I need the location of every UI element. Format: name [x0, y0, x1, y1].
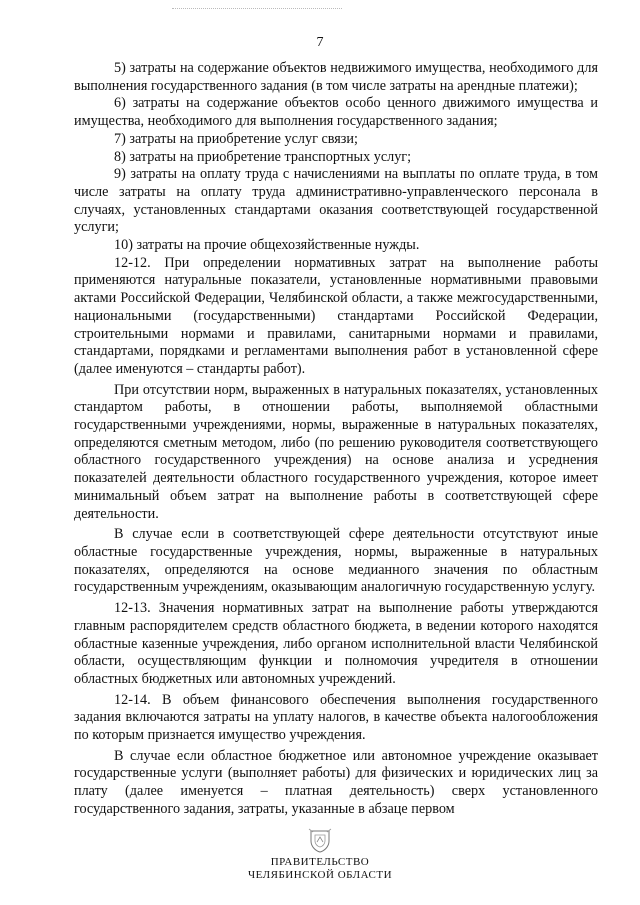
paragraph: 12-12. При определении нормативных затрат на выполнение работы применяются натуральные показатели, установленные нормативными правовыми актами Российской Федерации, Челябинской области, а также межгосударственными, национальными (государственными) стандартами Российской Федерации, строительными нормами и правилами, санитарными нормами и правилами, стандартами, порядками и регламентами выполнения работ в установленной сфере (далее именуются – стандарты работ).: [74, 254, 598, 377]
paragraph: 7) затраты на приобретение услуг связи;: [114, 130, 358, 147]
page-number: 7: [316, 35, 324, 50]
paragraph: 12-13. Значения нормативных затрат на выполнение работы утверждаются главным распорядителем средств областного бюджета, в ведении которого находятся областные казенные учреждения, либо органом исполнительной власти Челябинской области, осуществляющим функции и полномочия учредителя в отношении областных бюджетных или автономных учреждений.: [74, 600, 598, 687]
paragraph: В случае если областное бюджетное или автономное учреждение оказывает государственные услуги (выполняет работы) для физических и юридических лиц за плату (далее именуется – платная деятельность) сверх установленного государственного задания, затраты, указанные в абзаце первом: [74, 747, 598, 817]
paragraph: 10) затраты на прочие общехозяйственные нужды.: [114, 237, 420, 254]
footer-line-1: ПРАВИТЕЛЬСТВО: [270, 856, 370, 868]
paragraph: 9) затраты на оплату труда с начислениями на выплаты по оплате труда, в том числе затраты на оплату труда административно-управленческого персонала в случаях, установленных стандартами оказания соответствующей государственной услуги;: [74, 166, 598, 236]
paragraph: 12-14. В объем финансового обеспечения выполнения государственного задания включаются затраты на уплату налогов, в качестве объекта налогообложения по которым признается имущество учреждения.: [74, 691, 598, 744]
page-footer: [0, 828, 640, 882]
footer-line-2: ЧЕЛЯБИНСКОЙ ОБЛАСТИ: [247, 869, 393, 881]
paragraph: 8) затраты на приобретение транспортных услуг;: [114, 148, 412, 165]
scan-header-mark: [172, 8, 342, 10]
paragraph: При отсутствии норм, выраженных в натуральных показателях, установленных стандартом работы, в отношении работы, выполняемой областными государственными учреждениями, нормы, выраженные в натуральных показателях, определяются сметным методом, либо (по решению руководителя соответствующего областного государственного учреждения) на основе анализа и усреднения показателей деятельности областного государственного учреждения, которое имеет минимальный объем затрат на выполнение работы в соответствующей сфере деятельности.: [74, 381, 598, 522]
paragraph: В случае если в соответствующей сфере деятельности отсутствуют иные областные государственные учреждения, нормы, выраженные в натуральных показателях, определяются на основе медианного значения по областным государственным учреждениям, оказывающим аналогичную государственную услугу.: [74, 526, 598, 596]
paragraph: 6) затраты на содержание объектов особо ценного движимого имущества и имущества, необходимого для выполнения государственного задания;: [74, 95, 598, 130]
document-body: [74, 60, 598, 819]
coat-of-arms-icon: [307, 828, 333, 854]
paragraph: 5) затраты на содержание объектов недвижимого имущества, необходимого для выполнения государственного задания (в том числе затраты на арендные платежи);: [74, 60, 598, 94]
